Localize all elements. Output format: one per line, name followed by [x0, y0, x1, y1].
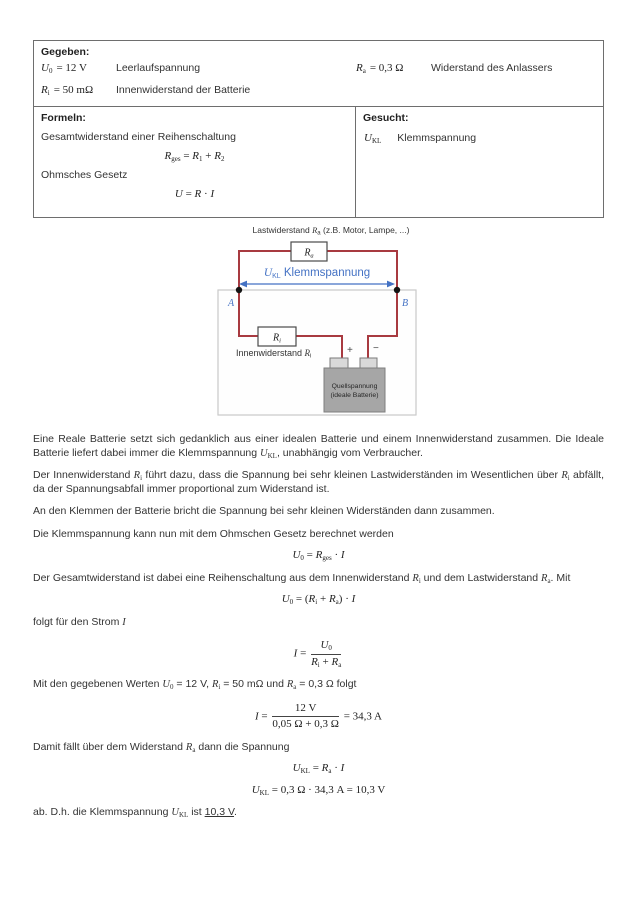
body-paragraph-3: An den Klemmen der Batterie bricht die Spannung bei sehr kleinen Widerständen dann zusammen. — [33, 505, 495, 517]
formula-series-sum: $U_0 = (R_i + R_a) \cdot I$ — [281, 593, 356, 606]
series-formula: $R_{ges} = R_1 + R_2$ — [164, 150, 225, 163]
given-section — [34, 41, 603, 107]
ohm-formula: U = R · I — [174, 188, 215, 200]
given-value-u0: $U_0 = 12$ V — [41, 62, 87, 75]
body-text — [33, 424, 604, 820]
given-label-ra: Widerstand des Anlassers — [431, 62, 553, 74]
formula-current: I = $\frac{U_0}{R_i + R_a}$ — [293, 639, 342, 669]
formula-ohm-applied: $U_0 = R_{ges} \cdot I$ — [292, 549, 345, 562]
node-a-dot — [236, 287, 242, 293]
kl-arrowhead-right — [387, 281, 395, 288]
given-formulas-table — [33, 40, 604, 218]
battery-label-line2: (ideale Batterie) — [330, 392, 379, 399]
sought-heading: Gesucht: — [363, 112, 409, 124]
circuit-diagram — [0, 222, 636, 422]
minus-sign: − — [373, 343, 379, 354]
formula-kl: $U_{KL} = R_a \cdot I$ — [292, 762, 345, 775]
circuit-svg — [148, 222, 488, 422]
given-row-2 — [34, 80, 603, 102]
formulas-heading: Formeln: — [41, 112, 86, 124]
given-value-ri: $R_i = 50$ mΩ — [41, 84, 94, 97]
formula-kl-value: $U_{KL} = 0,3$ Ω · 34,3 A = 10,3 V — [251, 783, 386, 797]
given-label-u0: Leerlaufspannung — [116, 62, 201, 74]
body-paragraph-1: Eine Reale Batterie setzt sich gedanklich aus einer idealen Batterie und einem Innenwiderstand zusammen. Die Ideale Batterie liefert dabei immer die Klemmspannung $U_{KL}$, unabhängig vom Verbraucher. — [33, 433, 604, 460]
body-paragraph-5: Der Gesamtwiderstand ist dabei eine Reihenschaltung aus dem Innenwiderstand $R_i$ und dem Lastwiderstand $R_a$. Mit — [33, 571, 571, 585]
sought-label: Klemmspannung — [397, 132, 477, 144]
load-resistor-caption: Lastwiderstand Ra (z.B. Motor, Lampe, ...) — [252, 225, 410, 237]
given-value-ra: $R_a = 0,3$ Ω — [356, 62, 404, 75]
node-b-label: B — [402, 298, 409, 309]
battery-terminal-plus — [330, 358, 348, 368]
body-paragraph-2: Der Innenwiderstand $R_i$ führt dazu, dass die Spannung bei sehr kleinen Lastwiderständen im Wesentlichen über $R_i$ abfällt, da der Spannungsabfall immer proportional zum Widerstand ist. — [33, 469, 604, 495]
sought-row — [356, 124, 603, 144]
kl-voltage-label: UKL Klemmspannung — [263, 267, 371, 280]
battery-label-line1: Quellspannung — [331, 383, 378, 390]
body-paragraph-6: folgt für den Strom I — [33, 615, 126, 628]
given-heading: Gegeben: — [41, 46, 90, 58]
battery-body — [324, 368, 385, 412]
given-label-ri: Innenwiderstand der Batterie — [116, 84, 251, 96]
kl-arrowhead-left — [239, 281, 247, 288]
body-paragraph-7: Mit den gegebenen Werten $U_0 = 12$ V, $R_i = 50$ mΩ und $R_a = 0,3$ Ω folgt — [33, 678, 357, 691]
body-paragraph-4: Die Klemmspannung kann nun mit dem Ohmschen Gesetz berechnet werden — [33, 527, 394, 540]
node-b-dot — [394, 287, 400, 293]
sought-symbol: $U_{KL}$ — [364, 132, 382, 145]
sought-section — [356, 107, 603, 217]
formulas-section — [34, 107, 356, 217]
body-paragraph-8: Damit fällt über dem Widerstand $R_a$ dann die Spannung — [33, 740, 290, 754]
node-a-label: A — [228, 298, 235, 309]
load-resistor-label: $R_a$ — [304, 247, 314, 260]
body-paragraph-9: ab. D.h. die Klemmspannung $U_{KL}$ ist 10,3 V. — [33, 806, 237, 819]
internal-resistor-label: $R_i$ — [273, 332, 281, 345]
battery-terminal-minus — [360, 358, 377, 368]
ohm-law-title: Ohmsches Gesetz — [41, 169, 128, 181]
formula-current-value: I = $\frac{12 V}{0,05 \Omega + 0,3 \Omega}$ = 34,3 A — [255, 701, 382, 730]
plus-sign: + — [347, 345, 353, 356]
series-formula-title: Gesamtwiderstand einer Reihenschaltung — [41, 131, 236, 143]
internal-resistor-caption: Innenwiderstand Ri — [236, 348, 312, 360]
given-row-1 — [34, 58, 603, 80]
